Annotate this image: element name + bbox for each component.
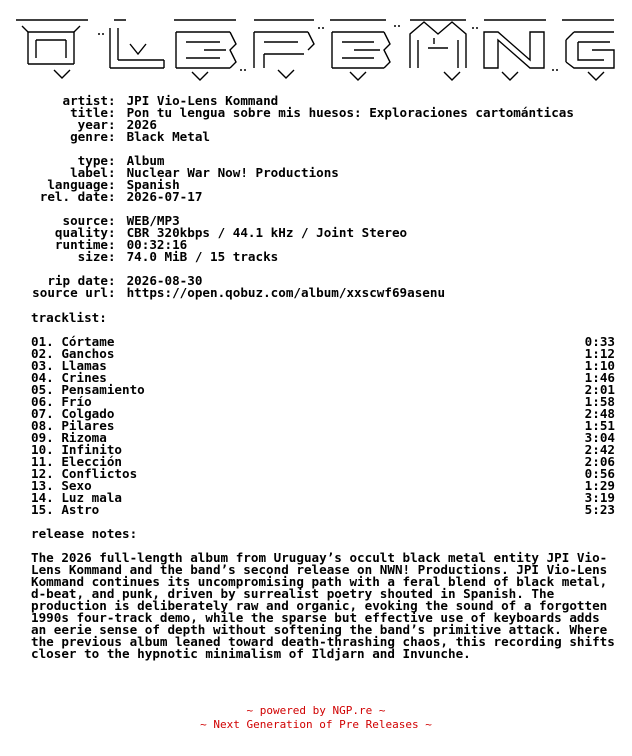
track-number: 02. [31,346,54,361]
meta-value: 2026-08-30 [126,273,203,288]
track-name: Frío [61,394,92,409]
meta-rel-date: rel. date : 2026-07-17 [22,191,574,203]
source-url-link[interactable]: https://open.qobuz.com/album/xxscwf69asenu [126,285,446,300]
track-number: 01. [31,334,54,349]
meta-key: year [77,117,108,132]
track-duration: 1:10 [584,358,615,373]
ngp-ascii-logo [14,14,618,86]
track-row [31,336,615,348]
track-name: Colgado [61,406,115,421]
meta-key: source [62,213,108,228]
meta-key: artist [62,93,108,108]
meta-runtime: runtime : 00:32:16 [22,239,574,251]
track-number: 07. [31,406,54,421]
meta-value: WEB/MP3 [126,213,180,228]
meta-key: genre [70,129,108,144]
meta-value: Pon tu lengua sobre mis huesos: Exploraciones cartománticas [126,105,574,120]
track-name: Crines [61,370,107,385]
meta-quality: quality : CBR 320kbps / 44.1 kHz / Joint Stereo [22,227,574,239]
track-duration: 1:46 [584,370,615,385]
meta-value: 2026-07-17 [126,189,203,204]
meta-genre: genre : Black Metal [22,131,574,143]
meta-rip-date: rip date : 2026-08-30 [22,275,574,287]
track-duration: 1:58 [584,394,615,409]
track-number: 10. [31,442,54,457]
track-row [31,348,615,360]
track-row [31,384,615,396]
track-number: 11. [31,454,54,469]
track-name: Ganchos [61,346,115,361]
track-duration: 1:12 [584,346,615,361]
track-duration: 2:01 [584,382,615,397]
meta-title: title : Pon tu lengua sobre mis huesos: Exploraciones cartománticas [22,107,574,119]
tracklist [31,336,615,516]
track-number: 05. [31,382,54,397]
meta-value: 2026 [126,117,157,132]
meta-value: Black Metal [126,129,210,144]
meta-key: quality [54,225,108,240]
track-number: 08. [31,418,54,433]
track-row [31,468,615,480]
meta-year: year : 2026 [22,119,574,131]
meta-key: rel. date [39,189,108,204]
track-number: 12. [31,466,54,481]
track-title [31,504,99,516]
footer [0,704,632,732]
meta-key: type [77,153,108,168]
track-duration: 1:29 [584,478,615,493]
track-name: Conflictos [61,466,138,481]
track-number: 06. [31,394,54,409]
meta-size: size : 74.0 MiB / 15 tracks [22,251,574,263]
release-notes-heading: release notes: [31,526,138,541]
tracklist-heading: tracklist: [31,310,107,325]
release-metadata [22,95,574,299]
release-notes-text: The 2026 full-length album from Uruguay’s occult black metal entity JPI Vio-Lens Kommand and the band’s second release on NWN! Productions. JPI Vio-Lens Kommand continues its uncompromising path with a feral blend of black metal, d-beat, and punk, driven by surrealist poetry shouted in Spanish. The production is deliberately raw and organic, evoking the sound of a forgotten 1990s four-track demo, while the sparse but effective use of keyboards adds an eerie sense of depth without softening the band’s primitive attack. Where the previous album leaned toward death-thrashing chaos, this recording shifts closer to the hypnotic minimalism of Ildjarn and Invunche. [31,550,615,661]
track-number: 15. [31,502,54,517]
track-name: Pilares [61,418,115,433]
meta-key: size [77,249,108,264]
meta-key: language [47,177,108,192]
meta-key: source url [32,285,108,300]
track-name: Sexo [61,478,92,493]
track-name: Infinito [61,442,123,457]
track-name: Luz mala [61,490,123,505]
track-duration: 2:06 [584,454,615,469]
meta-value: Album [126,153,165,168]
track-number: 03. [31,358,54,373]
track-name: Elección [61,454,123,469]
track-row [31,408,615,420]
track-row [31,396,615,408]
track-duration: 2:48 [584,406,615,421]
meta-value: JPI Vio-Lens Kommand [126,93,279,108]
track-row [31,504,615,516]
track-duration: 5:23 [584,502,615,517]
track-row [31,420,615,432]
track-number: 14. [31,490,54,505]
meta-language: language : Spanish [22,179,574,191]
track-row [31,360,615,372]
track-name: Llamas [61,358,107,373]
meta-artist: artist : JPI Vio-Lens Kommand [22,95,574,107]
track-number: 09. [31,430,54,445]
track-name: Córtame [61,334,115,349]
meta-key: title [70,105,108,120]
track-row [31,492,615,504]
meta-value: CBR 320kbps / 44.1 kHz / Joint Stereo [126,225,408,240]
meta-key: label [70,165,108,180]
meta-key: rip date [47,273,108,288]
meta-value: 74.0 MiB / 15 tracks [126,249,279,264]
footer-tagline: ~ Next Generation of Pre Releases ~ [200,718,432,731]
meta-type: type : Album [22,155,574,167]
track-number: 13. [31,478,54,493]
track-duration: 0:56 [584,466,615,481]
meta-label: label : Nuclear War Now! Productions [22,167,574,179]
footer-powered-by[interactable]: ~ powered by NGP.re ~ [246,704,386,717]
meta-source: source : WEB/MP3 [22,215,574,227]
track-number: 04. [31,370,54,385]
track-name: Astro [61,502,100,517]
meta-value: 00:32:16 [126,237,188,252]
track-duration: 1:51 [584,418,615,433]
meta-value: Spanish [126,177,180,192]
track-name: Rizoma [61,430,107,445]
track-duration: 3:19 [584,490,615,505]
track-duration: 2:42 [584,442,615,457]
track-name: Pensamiento [61,382,145,397]
track-duration: 0:33 [584,334,615,349]
track-duration: 3:04 [584,430,615,445]
meta-value: Nuclear War Now! Productions [126,165,339,180]
meta-source-url[interactable]: source url : https://open.qobuz.com/album/xxscwf69asenu [22,287,574,299]
meta-key: runtime [54,237,108,252]
